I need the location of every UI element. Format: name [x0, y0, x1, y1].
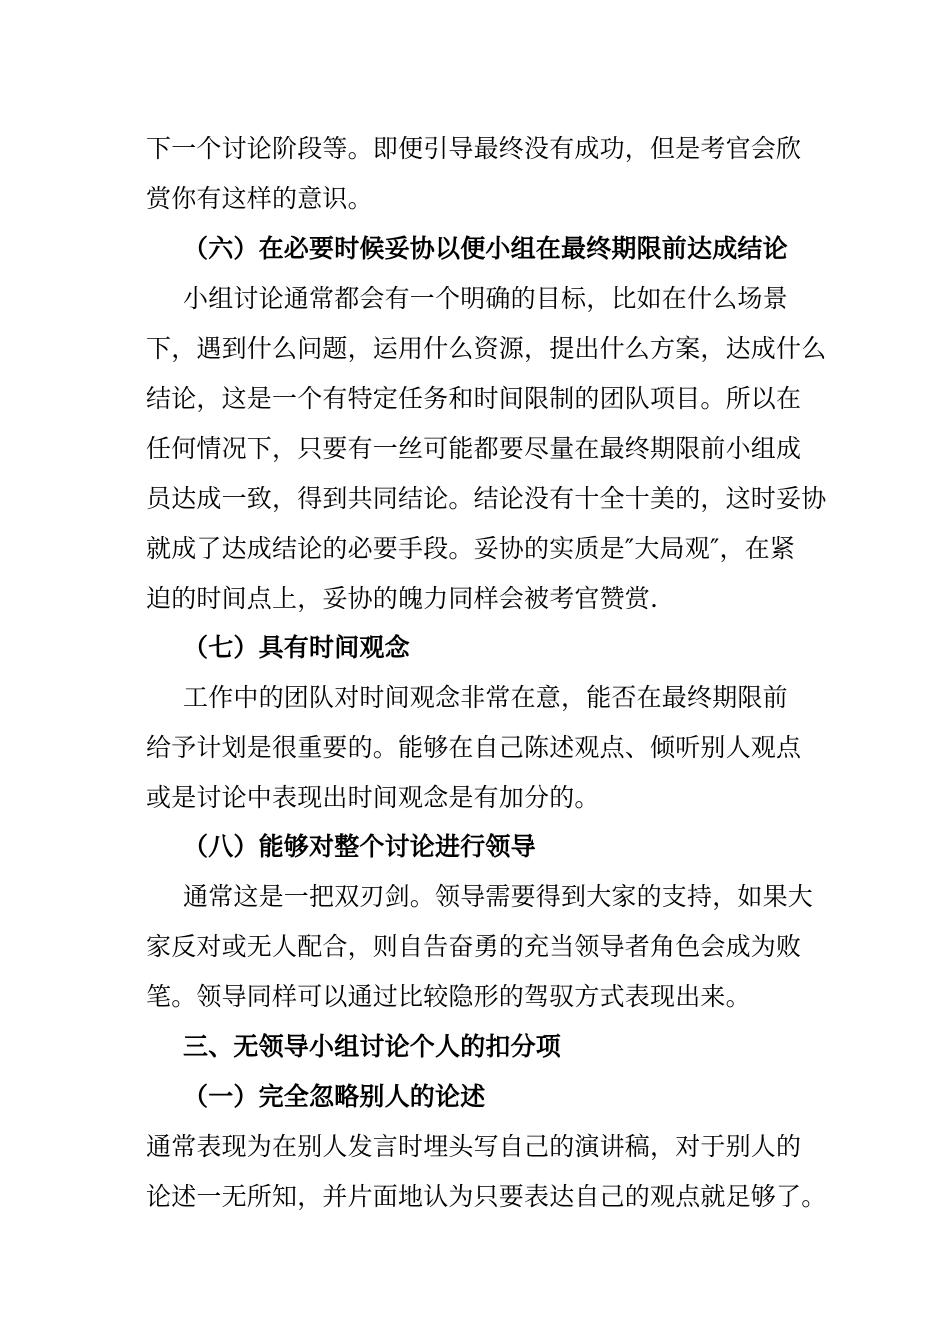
- body-line: 笔。领导同样可以通过比较隐形的驾驭方式表现出来。: [146, 982, 751, 1011]
- body-line: 论述一无所知，并片面地认为只要表达自己的观点就足够了。: [146, 1182, 827, 1211]
- body-line: 就成了达成结论的必要手段。妥协的实质是″大局观″，在紧: [146, 534, 796, 563]
- body-line: 通常这是一把双刃剑。领导需要得到大家的支持，如果大: [183, 882, 814, 911]
- body-line: 任何情况下，只要有一丝可能都要尽量在最终期限前小组成: [146, 434, 802, 463]
- section-heading: （六）在必要时候妥协以便小组在最终期限前达成结论: [183, 234, 788, 263]
- section-heading: （一）完全忽略别人的论述: [183, 1082, 486, 1111]
- body-line: 或是讨论中表现出时间观念是有加分的。: [146, 783, 600, 812]
- body-line: 结论，这是一个有特定任务和时间限制的团队项目。所以在: [146, 384, 802, 413]
- body-line: 赏你有这样的意识。: [146, 184, 373, 213]
- body-line: 工作中的团队对时间观念非常在意，能否在最终期限前: [183, 683, 788, 712]
- body-line: 小组讨论通常都会有一个明确的目标，比如在什么场景: [183, 284, 788, 313]
- section-heading: （七）具有时间观念: [183, 633, 410, 662]
- body-line: 迫的时间点上，妥协的魄力同样会被考官赞赏.: [146, 584, 659, 613]
- body-line: 通常表现为在别人发言时埋头写自己的演讲稿，对于别人的: [146, 1132, 802, 1161]
- body-line: 下一个讨论阶段等。即便引导最终没有成功，但是考官会欣: [146, 134, 802, 163]
- chapter-heading: 三、无领导小组讨论个人的扣分项: [183, 1032, 562, 1061]
- body-line: 家反对或无人配合，则自告奋勇的充当领导者角色会成为败: [146, 932, 802, 961]
- body-line: 员达成一致，得到共同结论。结论没有十全十美的，这时妥协: [146, 484, 827, 513]
- body-line: 给予计划是很重要的。能够在自己陈述观点、倾听别人观点: [146, 733, 802, 762]
- body-line: 下，遇到什么问题，运用什么资源，提出什么方案，达成什么: [146, 334, 827, 363]
- section-heading: （八）能够对整个讨论进行领导: [183, 832, 536, 861]
